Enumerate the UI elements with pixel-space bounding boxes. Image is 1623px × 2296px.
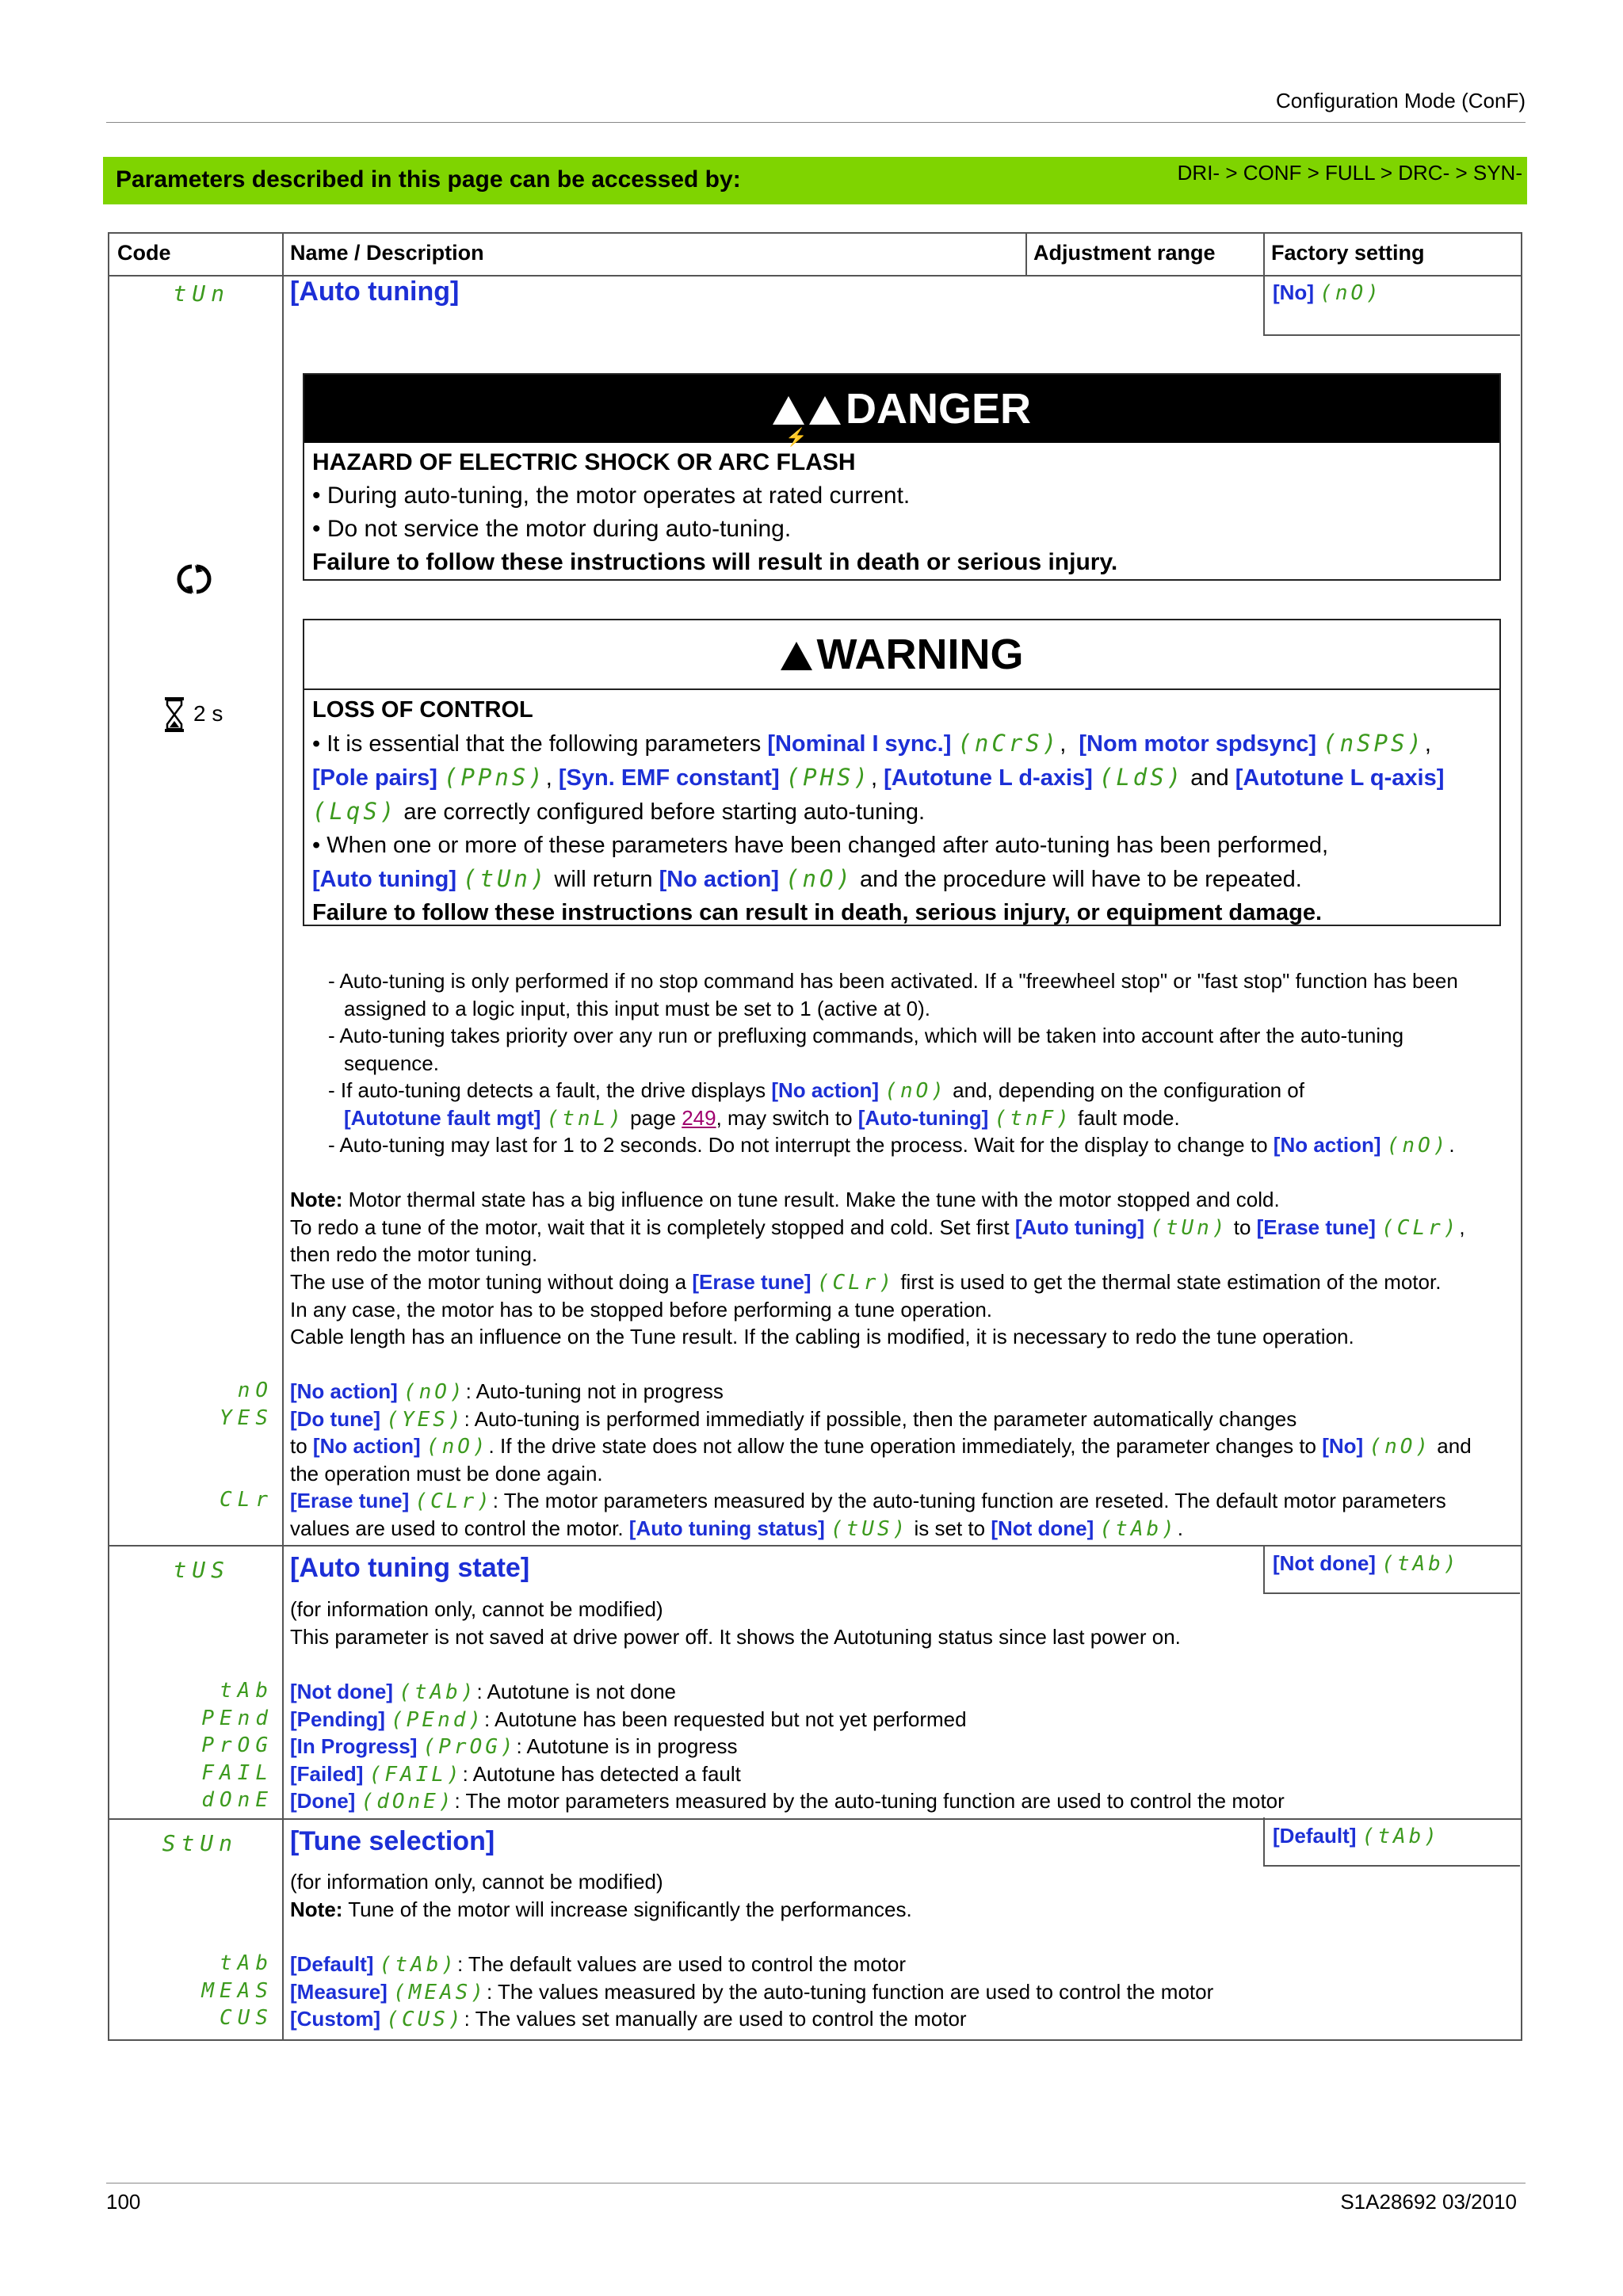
note-line: sequence. xyxy=(344,1051,439,1075)
danger-line: • Do not service the motor during auto-tuning. xyxy=(312,516,792,542)
value-code: FAIL xyxy=(201,1760,273,1785)
value-item: [Pending] (PEnd): Autotune has been requested but not yet performed xyxy=(290,1707,967,1732)
param-title-auto-tuning-state: [Auto tuning state] xyxy=(290,1553,530,1583)
value-code: dOnE xyxy=(201,1788,273,1813)
desc-line: This parameter is not saved at drive power off. It shows the Autotuning status since last power on. xyxy=(290,1625,1181,1649)
value-code: MEAS xyxy=(201,1978,273,2003)
value-item: [Not done] (tAb): Autotune is not done xyxy=(290,1680,677,1704)
factory-label: [No] xyxy=(1273,280,1314,304)
param-title-auto-tuning: [Auto tuning] xyxy=(290,277,460,307)
col-divider-code xyxy=(282,234,284,2039)
value-item: [Done] (dOnE): The motor parameters measured by the auto-tuning function are used to control the motor xyxy=(290,1789,1285,1814)
note-line: then redo the motor tuning. xyxy=(290,1242,538,1266)
access-path: DRI- > CONF > FULL > DRC- > SYN- xyxy=(1177,161,1522,185)
warning-footer: Failure to follow these instructions can result in death, serious injury, or equipment damage. xyxy=(312,900,1323,925)
code-tun: tUn xyxy=(173,280,230,307)
header-rule xyxy=(106,122,1526,123)
value-code: tAb xyxy=(220,1679,273,1703)
col-header-factory: Factory setting xyxy=(1271,241,1425,265)
note-line: Cable length has an influence on the Tune result. If the cabling is modified, it is necessary to redo the tune operation. xyxy=(290,1325,1354,1348)
danger-box xyxy=(303,373,1501,581)
value-item: [Failed] (FAIL): Autotune has detected a fault xyxy=(290,1761,741,1787)
access-bar xyxy=(103,157,1527,204)
note-line: Note: Motor thermal state has a big influence on tune result. Make the tune with the motor stopped and cold. xyxy=(290,1188,1280,1211)
value-yes-cont: the operation must be done again. xyxy=(290,1462,603,1486)
info-line: (for information only, cannot be modified) xyxy=(290,1597,663,1621)
code-stun: StUn xyxy=(162,1830,238,1856)
danger-footer: Failure to follow these instructions will result in death or serious injury. xyxy=(312,549,1118,575)
note-line: Note: Tune of the motor will increase significantly the performances. xyxy=(290,1897,912,1921)
factory-setting-stun: [Default] (tAb) xyxy=(1263,1817,1520,1867)
value-item: [Custom] (CUS): The values set manually are used to control the motor xyxy=(290,2007,967,2032)
note-line: - Auto-tuning is only performed if no stop command has been activated. If a "freewheel stop" or "fast stop" function has been xyxy=(328,969,1458,993)
value-item: [In Progress] (PrOG): Autotune is in progress xyxy=(290,1734,738,1760)
param-title-tune-selection: [Tune selection] xyxy=(290,1826,495,1856)
note-line: assigned to a logic input, this input must be set to 1 (active at 0). xyxy=(344,997,930,1020)
value-code-yes: YES xyxy=(220,1406,273,1430)
warning-triangle-icon: ! xyxy=(781,642,812,670)
danger-line: • During auto-tuning, the motor operates at rated current. xyxy=(312,482,911,509)
time-label: 2 s xyxy=(193,701,223,726)
page-header-title: Configuration Mode (ConF) xyxy=(1275,89,1526,113)
info-line: (for information only, cannot be modified) xyxy=(290,1870,663,1894)
note-line: - Auto-tuning takes priority over any run or prefluxing commands, which will be taken into account after the auto-tuning xyxy=(328,1024,1404,1047)
value-code-no: nO xyxy=(237,1379,273,1402)
value-item: [Default] (tAb): The default values are used to control the motor xyxy=(290,1952,907,1977)
warning-triangle-icon: ! xyxy=(809,396,841,425)
value-code: CUS xyxy=(220,2006,273,2031)
value-code: PEnd xyxy=(201,1706,273,1730)
warning-heading: ! WARNING xyxy=(304,620,1499,690)
refresh-icon xyxy=(176,563,212,595)
danger-heading: ⚡ ! DANGER xyxy=(304,375,1499,443)
danger-subhead: HAZARD OF ELECTRIC SHOCK OR ARC FLASH xyxy=(312,449,856,475)
factory-setting-tus: [Not done] (tAb) xyxy=(1263,1545,1520,1594)
value-yes-cont: to [No action] (nO). If the drive state does not allow the tune operation immediately, the parameter changes to [No] (nO) and xyxy=(290,1434,1472,1459)
value-clr: [Erase tune] (CLr): The motor parameters measured by the auto-tuning function are reseted. The default motor parameters xyxy=(290,1489,1446,1513)
note-line: - Auto-tuning may last for 1 to 2 seconds. Do not interrupt the process. Wait for the display to change to [No action] (nO). xyxy=(328,1133,1455,1158)
note-line: The use of the motor tuning without doing a [Erase tune] (CLr) first is used to get the thermal state estimation of the motor. xyxy=(290,1270,1442,1295)
hourglass-icon xyxy=(163,697,185,732)
col-divider-range xyxy=(1025,234,1027,277)
value-code: tAb xyxy=(220,1951,273,1975)
col-header-range: Adjustment range xyxy=(1033,241,1216,265)
value-code: PrOG xyxy=(201,1733,273,1758)
note-line: [Autotune fault mgt] (tnL) page 249, may switch to [Auto-tuning] (tnF) fault mode. xyxy=(344,1106,1180,1131)
factory-code: (nO) xyxy=(1319,281,1382,305)
page-number: 100 xyxy=(106,2190,141,2214)
value-item: [Measure] (MEAS): The values measured by the auto-tuning function are used to control the motor xyxy=(290,1979,1214,2004)
warning-box: ! WARNING LOSS OF CONTROL • It is essential that the following parameters [Nominal I sync.] (nCrS), [Nom motor spdsync] (nSPS), [Pole pairs] (PPnS), [Syn. EMF constant] (PHS), [Autotune L d-axis] (LdS) and [Autotune L q-axis] (LqS) are correctly configured before starting auto-tuning. • When one or more of these parameters have been changed after auto-tuning has been performed, [Auto tuning] (tUn) will return [No action] (nO) and the procedure will have to be repeated. Failure to follow these instructions can result in death, serious injury, or equipment damage. xyxy=(303,619,1501,926)
value-clr-cont: values are used to control the motor. [Auto tuning status] (tUS) is set to [Not done] (tAb). xyxy=(290,1516,1184,1541)
access-label: Parameters described in this page can be accessed by: xyxy=(116,166,741,193)
note-line: To redo a tune of the motor, wait that it is completely stopped and cold. Set first [Auto tuning] (tUn) to [Erase tune] (CLr), xyxy=(290,1215,1465,1240)
electric-hazard-icon: ⚡ xyxy=(773,396,804,425)
note-line: - If auto-tuning detects a fault, the drive displays [No action] (nO) and, depending on the configuration of xyxy=(328,1078,1304,1103)
code-tus: tUS xyxy=(173,1557,230,1583)
page-link-249[interactable]: 249 xyxy=(682,1106,716,1130)
value-yes: [Do tune] (YES): Auto-tuning is performed immediatly if possible, then the parameter automatically changes xyxy=(290,1407,1297,1432)
col-header-name: Name / Description xyxy=(290,241,484,265)
warning-subhead: LOSS OF CONTROL xyxy=(312,697,533,723)
col-divider-factory xyxy=(1263,234,1265,277)
col-header-code: Code xyxy=(117,241,171,265)
value-no: [No action] (nO): Auto-tuning not in progress xyxy=(290,1379,724,1404)
factory-setting-tun xyxy=(1263,274,1520,336)
note-line: In any case, the motor has to be stopped before performing a tune operation. xyxy=(290,1298,993,1322)
doc-reference: S1A28692 03/2010 xyxy=(1340,2190,1517,2214)
value-code-clr: CLr xyxy=(220,1488,273,1512)
